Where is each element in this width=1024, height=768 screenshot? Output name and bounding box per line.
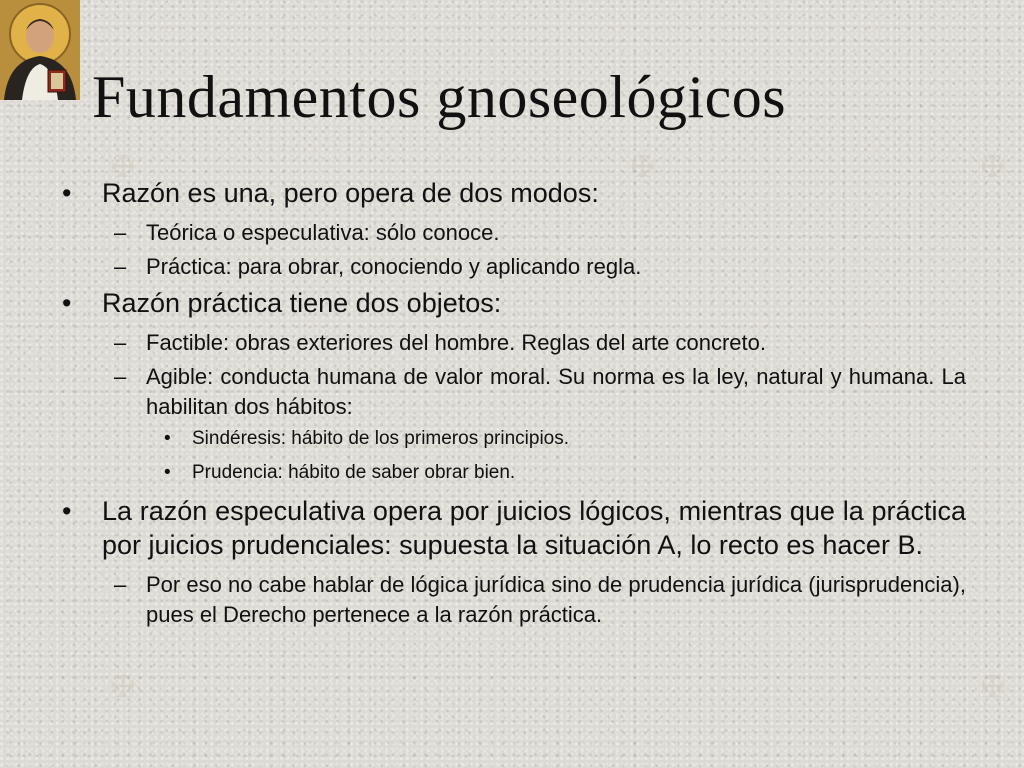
sub-sub-bullet-item <box>62 426 966 452</box>
sub-bullet-text: Teórica o especulativa: sólo conoce. <box>146 220 500 245</box>
bullet-icon: • <box>62 288 72 318</box>
slide-content <box>62 176 966 634</box>
saint-portrait-icon <box>0 0 80 100</box>
sub-bullet-text: Práctica: para obrar, conociendo y aplicando regla. <box>146 254 642 279</box>
sub-sub-bullet-item <box>62 460 966 486</box>
watermark-icon: ✠ <box>630 151 656 184</box>
sub-sub-bullet-text: Sindéresis: hábito de los primeros principios. <box>192 428 570 449</box>
sub-bullet-text: Por eso no cabe hablar de lógica jurídica sino de prudencia jurídica (jurisprudencia), pues el Derecho pertenece a la razón práctica. <box>146 572 966 627</box>
bullet-item <box>62 494 966 562</box>
bullet-text: Razón práctica tiene dos objetos: <box>102 288 502 318</box>
watermark-icon: ✠ <box>980 151 1006 184</box>
watermark-icon: ✠ <box>110 671 136 704</box>
slide-title: Fundamentos gnoseológicos <box>92 64 787 130</box>
dash-icon: – <box>114 572 127 597</box>
bullet-icon: • <box>62 178 72 208</box>
sub-bullet-item <box>62 362 966 422</box>
bullet-item <box>62 176 966 210</box>
dash-icon: – <box>114 254 127 279</box>
watermark-icon: ✠ <box>980 671 1006 704</box>
sub-bullet-item <box>62 328 966 358</box>
sub-bullet-text: Factible: obras exteriores del hombre. Reglas del arte concreto. <box>146 330 766 355</box>
watermark-icon: ✠ <box>110 151 136 184</box>
sub-sub-bullet-text: Prudencia: hábito de saber obrar bien. <box>192 462 516 483</box>
bullet-text: La razón especulativa opera por juicios lógicos, mientras que la práctica por juicios prudenciales: supuesta la situación A, lo recto es hacer B. <box>102 496 966 560</box>
bullet-text: Razón es una, pero opera de dos modos: <box>102 178 599 208</box>
sub-bullet-item <box>62 218 966 248</box>
dash-icon: – <box>114 330 127 355</box>
bullet-icon: • <box>62 496 72 526</box>
bullet-icon: • <box>164 462 171 483</box>
dash-icon: – <box>114 364 127 389</box>
dash-icon: – <box>114 220 127 245</box>
sub-bullet-item <box>62 570 966 630</box>
sub-bullet-text: Agible: conducta humana de valor moral. Su norma es la ley, natural y humana. La habilitan dos hábitos: <box>146 364 966 419</box>
bullet-icon: • <box>164 428 171 449</box>
bullet-item <box>62 286 966 320</box>
sub-bullet-item <box>62 252 966 282</box>
